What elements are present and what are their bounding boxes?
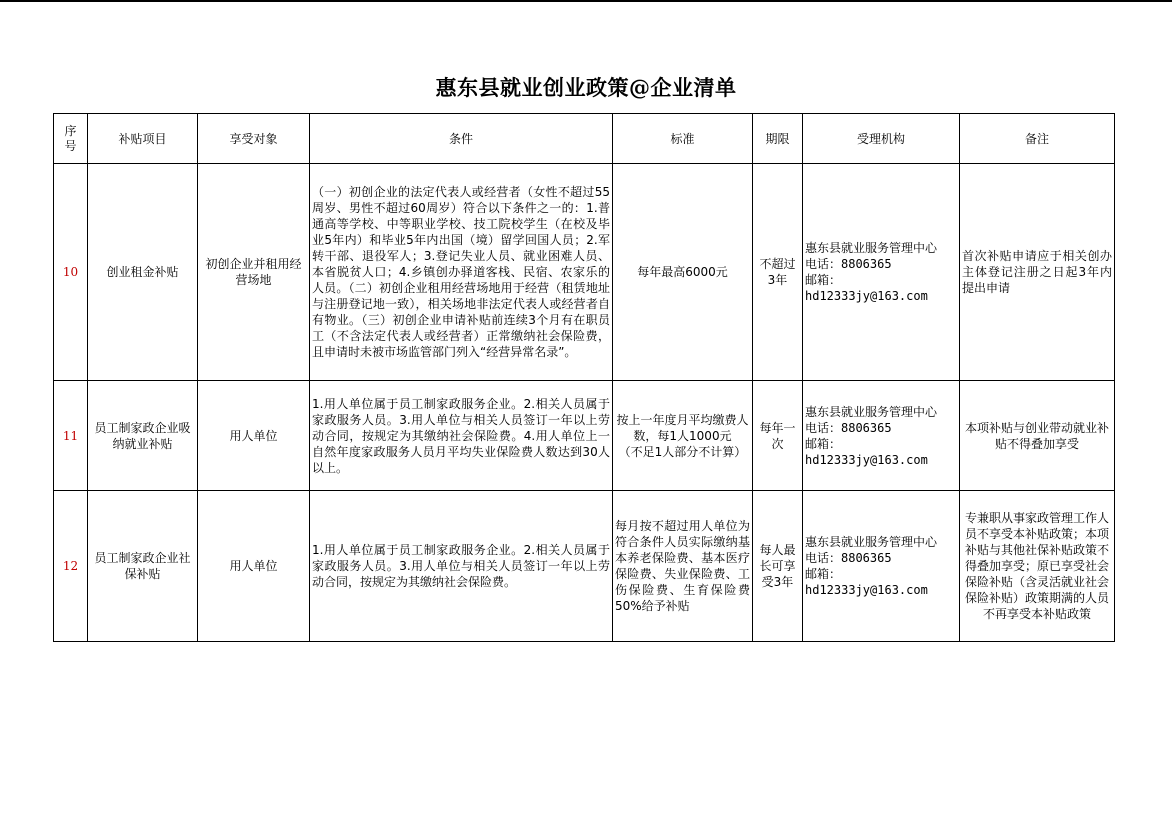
row-period: 每人最长可享受3年 bbox=[753, 491, 803, 642]
table-row bbox=[54, 491, 1115, 642]
row-seq: 10 bbox=[54, 164, 88, 381]
header-agency: 受理机构 bbox=[803, 114, 960, 164]
top-border-line bbox=[0, 0, 1172, 2]
row-remarks: 专兼职从事家政管理工作人员不享受本补贴政策；本项补贴与其他社保补贴政策不得叠加享受；原已享受社会保险补贴（含灵活就业社会保险补贴）政策期满的人员不再享受本补贴政策 bbox=[960, 491, 1115, 642]
header-remarks: 备注 bbox=[960, 114, 1115, 164]
table-row bbox=[54, 164, 1115, 381]
policy-table bbox=[53, 113, 1115, 642]
row-target: 用人单位 bbox=[198, 381, 310, 491]
page-title: 惠东县就业创业政策@企业清单 bbox=[435, 75, 737, 100]
row-standard: 每年最高6000元 bbox=[613, 164, 753, 381]
header-period: 期限 bbox=[753, 114, 803, 164]
row-standard: 按上一年度月平均缴费人数，每1人1000元 （不足1人部分不计算） bbox=[613, 381, 753, 491]
header-standard: 标准 bbox=[613, 114, 753, 164]
row-conditions: 1.用人单位属于员工制家政服务企业。2.相关人员属于家政服务人员。3.用人单位与相关人员签订一年以上劳动合同，按规定为其缴纳社会保险费。4.用人单位上一自然年度家政服务人员月平均失业保险费人数达到30人以上。 bbox=[310, 381, 613, 491]
row-target: 初创企业并租用经营场地 bbox=[198, 164, 310, 381]
row-target: 用人单位 bbox=[198, 491, 310, 642]
row-seq: 12 bbox=[54, 491, 88, 642]
row-period: 不超过3年 bbox=[753, 164, 803, 381]
row-conditions: （一）初创企业的法定代表人或经营者（女性不超过55周岁、男性不超过60周岁）符合以下条件之一的：1.普通高等学校、中等职业学校、技工院校学生（在校及毕业5年内）和毕业5年内出国（境）留学回国人员；2.军转干部、退役军人；3.登记失业人员、就业困难人员、本省脱贫人口；4.乡镇创办驿道客栈、民宿、农家乐的人员。（二）初创企业租用经营场地用于经营（租赁地址与注册登记地一致），相关场地非法定代表人或经营者自有物业。（三）初创企业申请补贴前连续3个月有在职员工（不含法定代表人或经营者）正常缴纳社会保险费，且申请时未被市场监管部门列入“经营异常名录”。 bbox=[310, 164, 613, 381]
row-standard: 每月按不超过用人单位为符合条件人员实际缴纳基本养老保险费、基本医疗保险费、失业保险费、工伤保险费、生育保险费50%给予补贴 bbox=[613, 491, 753, 642]
row-conditions: 1.用人单位属于员工制家政服务企业。2.相关人员属于家政服务人员。3.用人单位与相关人员签订一年以上劳动合同，按规定为其缴纳社会保险费。 bbox=[310, 491, 613, 642]
row-item: 创业租金补贴 bbox=[88, 164, 198, 381]
row-period: 每年一次 bbox=[753, 381, 803, 491]
header-item: 补贴项目 bbox=[88, 114, 198, 164]
row-remarks: 本项补贴与创业带动就业补贴不得叠加享受 bbox=[960, 381, 1115, 491]
row-seq: 11 bbox=[54, 381, 88, 491]
row-item: 员工制家政企业社保补贴 bbox=[88, 491, 198, 642]
row-agency: 惠东县就业服务管理中心 电话：8806365 邮箱：hd12333jy@163.com bbox=[803, 491, 960, 642]
row-remarks: 首次补贴申请应于相关创办主体登记注册之日起3年内提出申请 bbox=[960, 164, 1115, 381]
header-seq: 序号 bbox=[54, 114, 88, 164]
table-header-row bbox=[54, 114, 1115, 164]
row-agency: 惠东县就业服务管理中心 电话：8806365 邮箱：hd12333jy@163.com bbox=[803, 381, 960, 491]
header-target: 享受对象 bbox=[198, 114, 310, 164]
row-agency: 惠东县就业服务管理中心 电话：8806365 邮箱：hd12333jy@163.com bbox=[803, 164, 960, 381]
header-conditions: 条件 bbox=[310, 114, 613, 164]
table-row bbox=[54, 381, 1115, 491]
row-item: 员工制家政企业吸纳就业补贴 bbox=[88, 381, 198, 491]
